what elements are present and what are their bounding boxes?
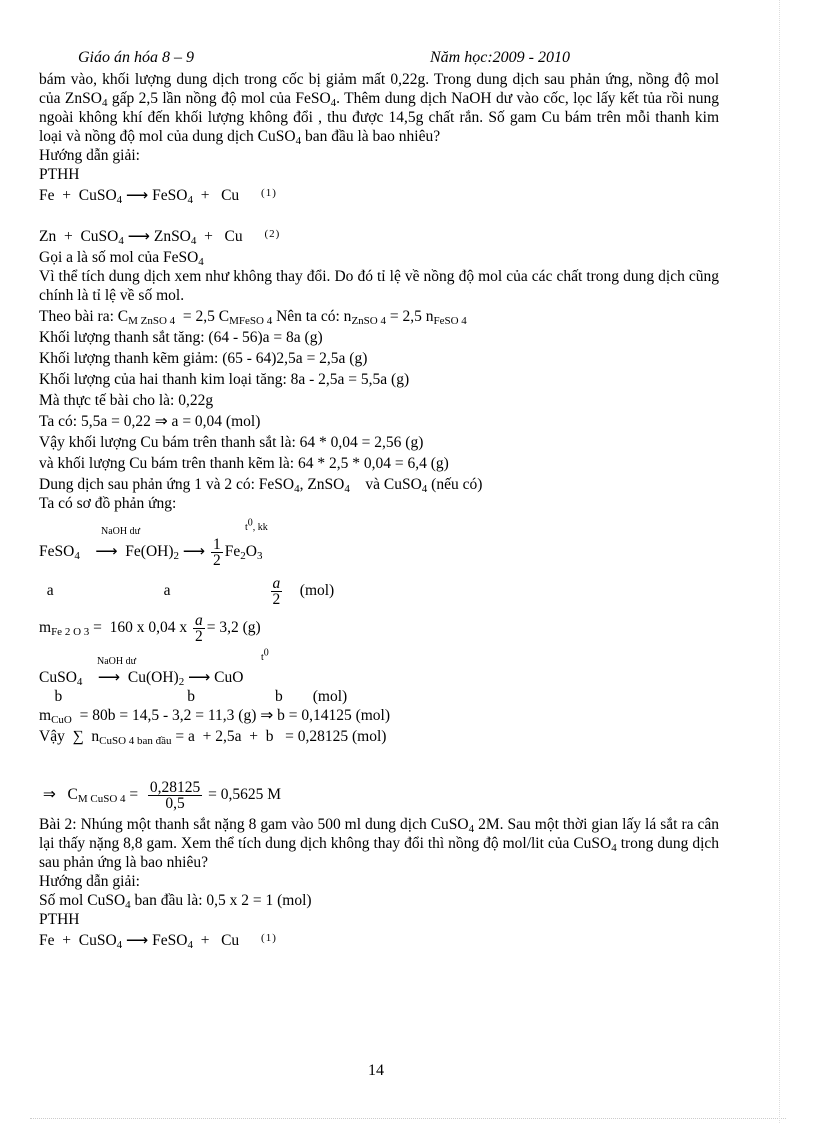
mass-fe2o3: $m_{Fe 2 O 3} = 160$ x 0,04 x $\frac{a}{2}$ = 3,2 (g) [39, 612, 261, 645]
header-left: Giáo án hóa 8 – 9 [78, 49, 194, 66]
mass-iron: Khối lượng thanh sắt tăng: (64 - 56)a = 8a (g) [39, 329, 323, 346]
equation-2: Zn + CuSO$_4$ ⟶ ZnSO$_4$ + Cu $^{(2)}$ [39, 228, 281, 247]
page-edge-bottom [30, 1118, 786, 1119]
mass-zinc: Khối lượng thanh kẽm giảm: (65 - 64)2,5a = 2,5a (g) [39, 350, 368, 367]
total-cuso4: Vậy ∑ $n_{CuSO 4 ban đầu} = a + 2,5a + b = 0,28125$ (mol) [39, 728, 387, 747]
scheme-cu: NaOH dư $t^0$ CuSO$_4$ ⟶ $Cu(OH)_2$ ⟶ CuO [39, 647, 269, 688]
scheme-fe: NaOH dư $t^0$, kk FeSO$_4$ ⟶ $Fe(OH)_2$ ⟶ $\frac{1}{2}$ $Fe_2O_3$ [39, 517, 268, 569]
page-number: 14 [368, 1062, 384, 1079]
mass-total: Khối lượng của hai thanh kim loại tăng: 8a - 2,5a = 5,5a (g) [39, 371, 410, 388]
assume-line: Gọi a là số mol của FeSO$_4$ [39, 249, 204, 268]
cu-on-zinc: và khối lượng Cu bám trên thanh kẽm là: 64 * 2,5 * 0,04 = 6,4 (g) [39, 455, 449, 472]
equation-1: Fe + CuSO$_4$ ⟶ FeSO$_4$ + Cu $^{(1)}$ [39, 187, 277, 206]
problem-2: Bài 2: Nhúng một thanh sắt nặng 8 gam vào 500 ml dung dịch CuSO$_4$ 2M. Sau một thời gian lấy lá sắt ra cân lại thấy nặng 8,8 gam. Xem thể tích dung dịch không thay đổi thì nồng độ mol/lit của CuSO$_4$ trong dung dịch sau phản ứng là bao nhiêu? [39, 816, 720, 871]
scheme-cu-moles: b b b (mol) [39, 688, 348, 705]
document-body [39, 70, 719, 952]
scheme-heading: Ta có sơ đồ phản ứng: [39, 495, 177, 512]
page-edge-right [779, 0, 780, 1123]
given-line: Mà thực tế bài cho là: 0,22g [39, 392, 214, 409]
mass-cuo: $m_{CuO} = 80b = 14,5 - 3,2 = 11,3$ (g) ⇒ b = 0,14125 (mol) [39, 707, 391, 726]
volume-paragraph: Vì thể tích dung dịch xem như không thay đổi. Do đó tỉ lệ về nồng độ mol của các chất trong dung dịch cũng chính là tỉ lệ về số mol. [39, 268, 719, 304]
guide-heading-2: Hướng dẫn giải: [39, 873, 140, 890]
concentration-result: ⇒ $C_{M CuSO 4}$ = $\frac{0,28125}{0,5}$ = 0,5625 M [39, 779, 282, 812]
pthh-label-2: PTHH [39, 911, 80, 928]
cu-on-iron: Vậy khối lượng Cu bám trên thanh sắt là: 64 * 0,04 = 2,56 (g) [39, 434, 424, 451]
header-right: Năm học:2009 - 2010 [430, 49, 570, 66]
solve-a: Ta có: 5,5a = 0,22 ⇒ a = 0,04 (mol) [39, 413, 261, 430]
guide-heading: Hướng dẫn giải: [39, 147, 140, 164]
pthh-label: PTHH [39, 166, 80, 183]
initial-moles: Số mol CuSO$_4$ ban đầu là: 0,5 x 2 = 1 (mol) [39, 892, 312, 911]
paragraph-intro: bám vào, khối lượng dung dịch trong cốc bị giảm mất 0,22g. Trong dung dịch sau phản ứng, nồng độ mol của ZnSO$_4$ gấp 2,5 lần nồng độ mol của FeSO$_4$. Thêm dung dịch NaOH dư vào cốc, lọc lấy kết tủa rồi nung ngoài không khí đến khối lượng không đổi , thu được 14,5g chất rắn. Số gam Cu bám trên mỗi thanh kim loại và nồng độ mol của dung dịch CuSO$_4$ ban đầu là bao nhiêu? [39, 71, 719, 147]
solution-contents: Dung dịch sau phản ứng 1 và 2 có: FeSO$_4$, ZnSO$_4$ và CuSO$_4$ (nếu có) [39, 476, 483, 495]
equation-1-repeat: Fe + CuSO$_4$ ⟶ FeSO$_4$ + Cu $^{(1)}$ [39, 932, 277, 951]
ratio-line: Theo bài ra: $C_{M ZnSO 4} = 2,5$ $C_{MFeSO 4}$ Nên ta có: $n_{ZnSO 4} = 2,5$ $n_{FeSO 4}$ [39, 308, 467, 327]
scheme-fe-moles: a a $\frac{a}{2}$ (mol) [39, 575, 335, 608]
